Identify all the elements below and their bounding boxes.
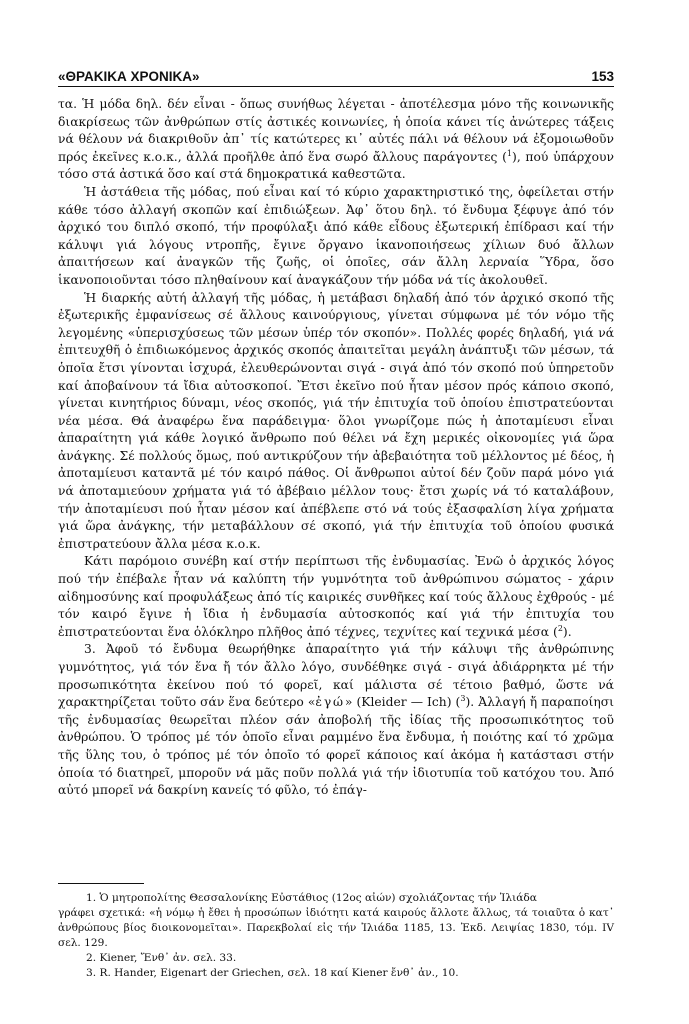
footnote-1-line-1: 1. Ὁ μητροπολίτης Θεσσαλονίκης Εὐστάθιος (12ος αἰών) σχολιάζοντας τήν Ἰλιάδα	[86, 892, 537, 904]
paragraph-5-text-b: » (Kleider — Ich)	[344, 695, 452, 710]
paragraph-1: τα. Ἡ μόδα δηλ. δέν εἶναι - ὅπως συνήθως λέγεται - ἀποτέλεσμα μόνο τῆς κοινωνικῆς διακρίσεως τῶν ἀνθρώπων στίς ἀστικές κοινωνίες, ἡ ὁποία κάνει τίς ἀνώτερες τάξεις νά θέλουν νά διακριθοῦν ἀπ᾽ τίς κατώτερες κι᾽ αὐτές πάλι νά θέλουν νά ἐξομοιωθοῦν πρός ἐκεῖνες κ.ο.κ., ἀλλά προῆλθε ἀπό ἕνα σωρό ἄλλους παράγοντες ($^1$), πού ὑπάρχουν τόσο στά ἀστικά ὅσο καί στά δημοκρατικά καθεστῶτα.	[58, 97, 614, 182]
footnote-1-rest: γράφει σχετικά: «ἡ νόμῳ ἡ ἔθει ἡ προσώπων ἰδιότητι κατά καιρούς ἄλλοτε ἄλλως, τά τοιαῦτα ὁ κατ᾽ ἀνθρώπους βίος διοικονομεῖται». Παρεκβολαί εἰς τήν Ἰλιάδα 1185, 13. Ἐκδ. Λειψίας 1830, τόμ. IV σελ. 129.	[58, 907, 614, 949]
page-number: 153	[591, 69, 614, 84]
paragraph-2: Ἡ ἀστάθεια τῆς μόδας, πού εἶναι καί τό κύριο χαρακτηριστικό της, ὀφείλεται στήν κάθε τόσο ἀλλαγή σκοπῶν καί ἐπιδιώξεων. Ἀφ᾽ ὅτου δηλ. τό ἔνδυμα ξέφυγε ἀπό τόν ἀρχικό του διπλό σκοπό, τήν προφύλαξι ἀπό κάθε εἶδους ἐξωτερική ἐπίδρασι καί τήν κάλυψι γιά λόγους ντροπῆς, ἔγινε ὄργανο ἱκανοποιήσεως χίλιων δυό ἄλλων ἀπαιτήσεων καί ἀναγκῶν τῆς ζωῆς, οἱ ὁποῖες, σάν ἄλλη λερναία Ὕδρα, ὅσο ἱκανοποιοῦνται τόσο πληθαίνουν καί ἀναγκάζουν τήν μόδα νά τίς ἀκολουθεῖ.	[58, 184, 614, 287]
article-body	[58, 96, 614, 800]
footnote-ref-3: 3	[460, 694, 466, 704]
paragraph-5-text-c: . Ἀλλαγή ἤ παραποίησι τῆς ἐνδυμασίας θεωρεῖται πλέον σάν ἀποβολή τῆς ἰδίας τῆς προσωπικότητος τοῦ ἀνθρώπου. Ὁ τρόπος μέ τόν ὁποῖο εἶναι ραμμένο ἕνα ἔνδυμα, ἡ ποιότης καί τό χρῶμα τῆς ὕλης του, ὁ τρόπος μέ τόν ὁποῖο τό φορεῖ κάποιος καί ἀκόμα ἡ κατάστασι στήν ὁποία τό διατηρεῖ, μποροῦν νά μᾶς ποῦν πολλά γιά τήν ἰδιοτυπία τοῦ κατόχου του. Ἀπό αὐτό μπορεῖ νά δακρίνη κανείς τό φῦλο, τό ἐπάγ-	[58, 695, 614, 798]
footnote-2: 2. Kiener, Ἔνθ᾽ ἀν. σελ. 33.	[86, 952, 237, 964]
footnote-divider	[58, 883, 144, 884]
paragraph-3: Ἡ διαρκής αὐτή ἀλλαγή τῆς μόδας, ἡ μετάβασι δηλαδή ἀπό τόν ἀρχικό σκοπό τῆς ἐξωτερικῆς ἐμφανίσεως σέ ἄλλους καινούργιους, γίνεται σύμφωνα μέ τόν νόμο τῆς λεγομένης «ὑπερισχύσεως τῶν μέσων ὑπέρ τόν σκοπόν». Πολλές φορές δηλαδή, γιά νά ἐπιτευχθῆ ὁ ἐπιδιωκόμενος ἀρχικός σκοπός ἀπαιτεῖται μεγάλη ἀνάπτυξι τῶν μέσων, τά ὁποῖα ἔτσι γίνονται ἰσχυρά, ἐλευθερώνονται σιγά - σιγά ἀπό τόν σκοπό πού ὑπηρετοῦν καί ἀποβαίνουν τά ἴδια αὐτοσκοποί. Ἔτσι ἐκεῖνο πού ἦταν μέσον πρός κάποιο σκοπό, γίνεται κινητήριος δύναμι, νέος σκοπός, γιά τήν ἐπιτυχία τοῦ ὁποίου ἐπιστρατεύονται νέα μέσα. Θά ἀναφέρω ἕνα παράδειγμα· ὅλοι γνωρίζομε πώς ἡ ἀποταμίευσι εἶναι ἀπαραίτητη γιά κάθε λογικό ἄνθρωπο πού θέλει νά ἔχη μερικές οἰκονομίες γιά ὥρα ἀνάγκης. Σέ πολλούς ὅμως, πού αντικρύζουν τήν ἀβεβαιότητα τοῦ μέλλοντος μέ δέος, ἡ ἀποταμίευσι καταντᾶ μέ τόν καιρό πάθος. Οἱ ἄνθρωποι αὐτοί δέν ζοῦν παρά μόνο γιά νά ἀποταμιεύουν χρήματα γιά τό ἀβέβαιο μέλλον τους· ἔτσι χωρίς νά τό καταλάβουν, τήν ἀποταμίευσι πού ἦταν μέσον καί ἀπέβλεπε στό νά τούς ἐξασφαλίση λίγα χρήματα γιά ὥρα ἀνάγκης, τήν μεταβάλλουν σέ σκοπό, γιά τήν ἐπιτυχία τοῦ ὁποίου φυσικά ἐπιστρατεύουν ἄλλα μέσα κ.ο.κ.	[58, 290, 614, 551]
footnotes	[58, 891, 614, 981]
paragraph-1-text: τα. Ἡ μόδα δηλ. δέν εἶναι - ὅπως συνήθως λέγεται - ἀποτέλεσμα μόνο τῆς κοινωνικῆς διακρίσεως τῶν ἀνθρώπων στίς ἀστικές κοινωνίες, ἡ ὁποία κάνει τίς ἀνώτερες τάξεις νά θέλουν νά διακριθοῦν ἀπ᾽ τίς κατώτερες κι᾽ αὐτές πάλι νά θέλουν νά ἐξομοιωθοῦν πρός ἐκεῖνες κ.ο.κ., ἀλλά προῆλθε ἀπό ἕνα σωρό ἄλλους παράγοντες	[58, 97, 614, 164]
paragraph-4-text: Κάτι παρόμοιο συνέβη καί στήν περίπτωσι τῆς ἐνδυμασίας. Ἐνῶ ὁ ἀρχικός λόγος πού τήν ἐπέβαλε ἦταν νά καλύπτη τήν γυμνότητα τοῦ ἀνθρώπινου σώματος - χάριν αἰδημοσύνης καί προφυλάξεως ἀπό τίς καιρικές συνθῆκες καί τούς ἄλλους ἐχθρούς - μέ τόν καιρό ἔγινε ἡ ἴδια ἡ ἐνδυμασία αὐτοσκοπός καί γιά τήν ἐπιτυχία του ἐπιστρατεύονται ἕνα ὁλόκληρο πλῆθος ἀπό τέχνες, τεχνίτες καί τεχνικά μέσα	[58, 554, 614, 639]
footnote-ref-2: 2	[557, 623, 563, 633]
paragraph-5-text-a: 3. Ἀφοῦ τό ἔνδυμα θεωρήθηκε ἀπαραίτητο γιά τήν κάλυψι τῆς ἀνθρώπινης γυμνότητος, γιά τόν ἕνα ἤ τόν ἄλλο λόγο, συνδέθηκε σιγά - σιγά ἀδιάρρηκτα μέ τήν προσωπικότητα ἐκείνου πού τό φορεῖ, καί μάλιστα σέ τέτοιο βαθμό, ὥστε νά χαρακτηρίζεται τοῦτο σάν ἕνα δεύτερο «	[58, 642, 614, 710]
footnote-3: 3. R. Hander, Eigenart der Griechen, σελ. 18 καί Kiener ἔνθ᾽ ἀν., 10.	[86, 967, 459, 979]
journal-title: «ΘΡΑΚΙΚΑ ΧΡΟΝΙΚΑ»	[58, 69, 200, 84]
paragraph-5-spaced-word: ἐγώ	[315, 695, 345, 710]
paragraph-5: 3. Ἀφοῦ τό ἔνδυμα θεωρήθηκε ἀπαραίτητο γιά τήν κάλυψι τῆς ἀνθρώπινης γυμνότητος, γιά τόν ἕνα ἤ τόν ἄλλο λόγο, συνδέθηκε σιγά - σιγά ἀδιάρρηκτα μέ τήν προσωπικότητα ἐκείνου πού τό φορεῖ, καί μάλιστα σέ τέτοιο βαθμό, ὥστε νά χαρακτηρίζεται τοῦτο σάν ἕνα δεύτερο «ἐγώ» (Kleider — Ich) ($^3$). Ἀλλαγή ἤ παραποίησι τῆς ἐνδυμασίας θεωρεῖται πλέον σάν ἀποβολή τῆς ἰδίας τῆς προσωπικότητος τοῦ ἀνθρώπου. Ὁ τρόπος μέ τόν ὁποῖο εἶναι ραμμένο ἕνα ἔνδυμα, ἡ ποιότης καί τό χρῶμα τῆς ὕλης του, ὁ τρόπος μέ τόν ὁποῖο τό φορεῖ κάποιος καί ἀκόμα ἡ κατάστασι στήν ὁποία τό διατηρεῖ, μποροῦν νά μᾶς ποῦν πολλά γιά τήν ἰδιοτυπία τοῦ κατόχου του. Ἀπό αὐτό μπορεῖ νά δακρίνη κανείς τό φῦλο, τό ἐπάγ-	[58, 642, 614, 798]
footnote-ref-1: 1	[506, 148, 513, 158]
paragraph-4-end: .	[567, 624, 572, 639]
paragraph-4: Κάτι παρόμοιο συνέβη καί στήν περίπτωσι τῆς ἐνδυμασίας. Ἐνῶ ὁ ἀρχικός λόγος πού τήν ἐπέβαλε ἦταν νά καλύπτη τήν γυμνότητα τοῦ ἀνθρώπινου σώματος - χάριν αἰδημοσύνης καί προφυλάξεως ἀπό τίς καιρικές συνθῆκες καί τούς ἄλλους ἐχθρούς - μέ τόν καιρό ἔγινε ἡ ἴδια ἡ ἐνδυμασία αὐτοσκοπός καί γιά τήν ἐπιτυχία του ἐπιστρατεύονται ἕνα ὁλόκληρο πλῆθος ἀπό τέχνες, τεχνίτες καί τεχνικά μέσα ($^2$).	[58, 554, 614, 639]
paragraph-1-end: , πού ὑπάρχουν τόσο στά ἀστικά ὅσο καί στά δημοκρατικά καθεστῶτα.	[58, 149, 614, 182]
running-header	[58, 64, 614, 87]
